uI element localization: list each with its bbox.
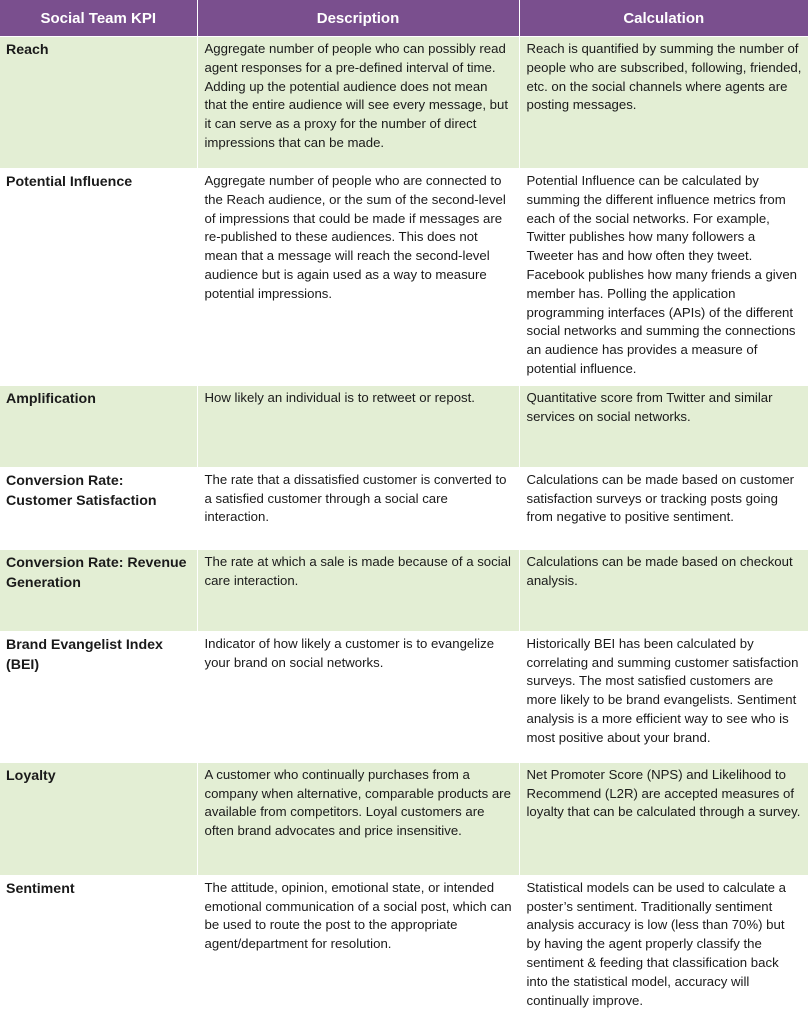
header-row — [0, 0, 808, 37]
kpi-description: A customer who continually purchases from a company when alternative, comparable products are available from competitors. Loyal customers are often brand advocates and price insensitive. — [197, 762, 519, 875]
kpi-name: Loyalty — [0, 762, 197, 875]
kpi-name: Amplification — [0, 385, 197, 467]
kpi-description: The rate that a dissatisfied customer is converted to a satisfied customer through a social care interaction. — [197, 467, 519, 549]
kpi-name: Conversion Rate: Revenue Generation — [0, 549, 197, 631]
header-kpi: Social Team KPI — [0, 0, 197, 37]
kpi-description: The attitude, opinion, emotional state, or intended emotional communication of a social post, which can be used to route the post to the appropriate agent/department for resolution. — [197, 875, 519, 1016]
kpi-calculation: Potential Influence can be calculated by summing the different influence metrics from each of the social networks. For example, Twitter publishes how many followers a Tweeter has and how often they tweet. Facebook publishes how many friends a given member has. Polling the application programming interfaces (APIs) of the different social networks and summing the connections an audience has provides a measure of potential influence. — [519, 169, 808, 386]
kpi-calculation: Calculations can be made based on checkout analysis. — [519, 549, 808, 631]
kpi-name: Reach — [0, 37, 197, 169]
kpi-calculation: Statistical models can be used to calculate a poster’s sentiment. Traditionally sentiment analysis accuracy is low (less than 70%) but by having the agent properly classify the sentiment & feeding that classification back into the statistical model, accuracy will continually improve. — [519, 875, 808, 1016]
table-row — [0, 631, 808, 762]
kpi-calculation: Reach is quantified by summing the number of people who are subscribed, following, friended, etc. on the social channels where agents are posting messages. — [519, 37, 808, 169]
kpi-description: How likely an individual is to retweet or repost. — [197, 385, 519, 467]
table-row — [0, 762, 808, 875]
table-body — [0, 37, 808, 1016]
kpi-description: Aggregate number of people who can possibly read agent responses for a pre-defined interval of time. Adding up the potential audience does not mean that the entire audience will see every message, but it can serve as a proxy for the number of direct impressions that can be made. — [197, 37, 519, 169]
kpi-calculation: Calculations can be made based on customer satisfaction surveys or tracking posts going from negative to positive sentiment. — [519, 467, 808, 549]
kpi-calculation: Historically BEI has been calculated by correlating and summing customer satisfaction surveys. The most satisfied customers are more likely to be brand evangelists. Sentiment analysis is a more efficient way to see who is most positive about your brand. — [519, 631, 808, 762]
header-description: Description — [197, 0, 519, 37]
kpi-calculation: Quantitative score from Twitter and similar services on social networks. — [519, 385, 808, 467]
kpi-calculation: Net Promoter Score (NPS) and Likelihood to Recommend (L2R) are accepted measures of loyalty that can be calculated through a survey. — [519, 762, 808, 875]
kpi-description: Indicator of how likely a customer is to evangelize your brand on social networks. — [197, 631, 519, 762]
kpi-name: Sentiment — [0, 875, 197, 1016]
table-row — [0, 549, 808, 631]
kpi-name: Brand Evangelist Index (BEI) — [0, 631, 197, 762]
table-row — [0, 37, 808, 169]
kpi-description: Aggregate number of people who are connected to the Reach audience, or the sum of the second-level of impressions that could be made if messages are re-published to these audiences. This does not mean that a message will reach the second-level audience but is again used as a way to measure potential impressions. — [197, 169, 519, 386]
table-row — [0, 875, 808, 1016]
header-calculation: Calculation — [519, 0, 808, 37]
table-row — [0, 385, 808, 467]
kpi-name: Potential Influence — [0, 169, 197, 386]
kpi-name: Conversion Rate: Customer Satisfaction — [0, 467, 197, 549]
table-row — [0, 467, 808, 549]
table-header — [0, 0, 808, 37]
table-row — [0, 169, 808, 386]
kpi-description: The rate at which a sale is made because of a social care interaction. — [197, 549, 519, 631]
